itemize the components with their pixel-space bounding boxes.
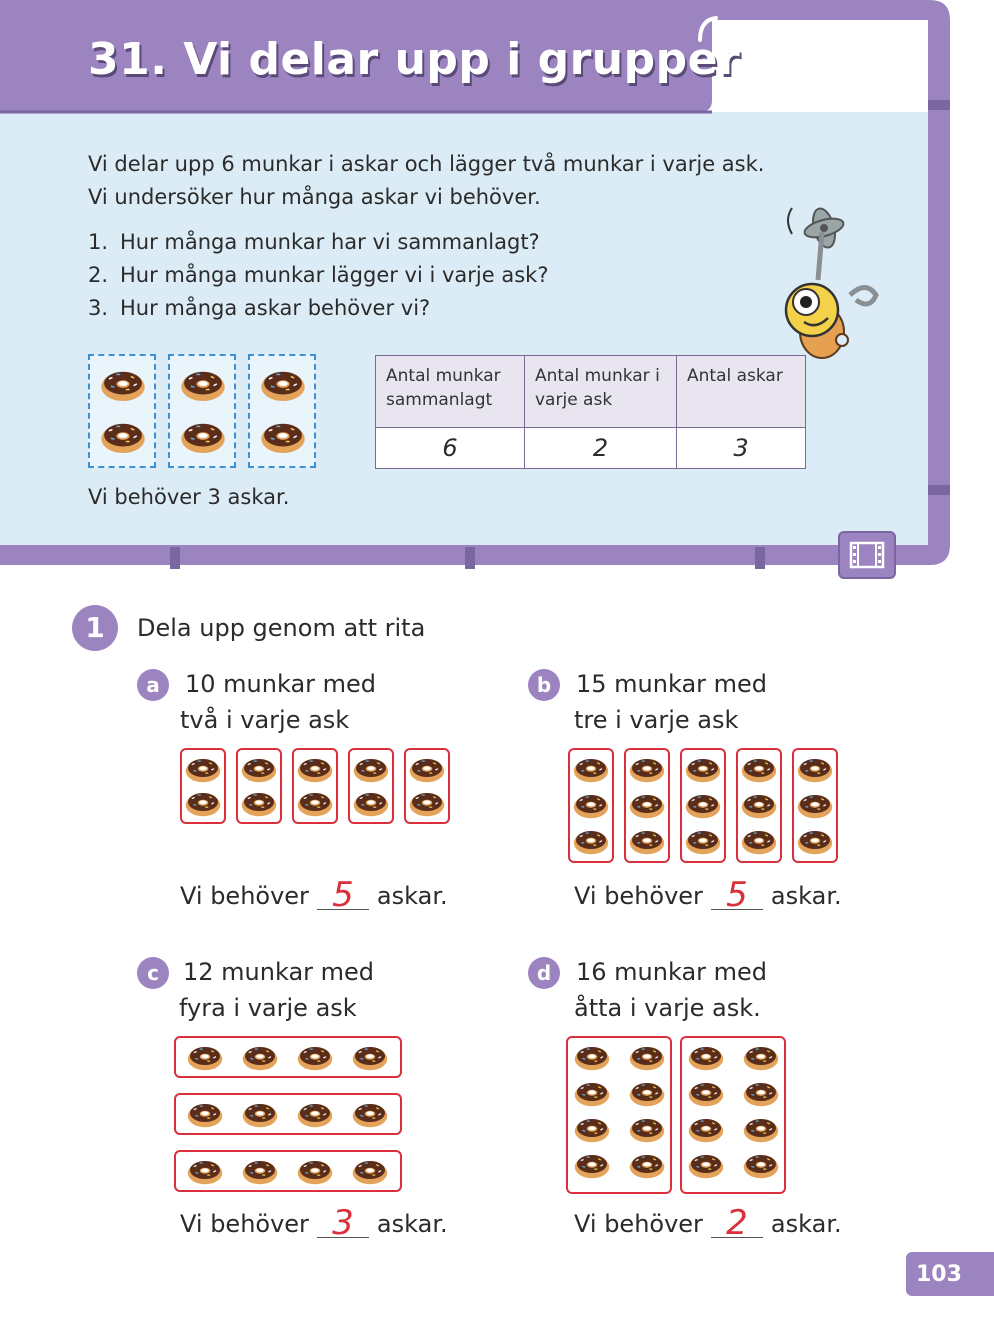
- donut-icon: [796, 792, 834, 819]
- part-b-answer-line: Vi behöver 5 askar.: [574, 875, 842, 915]
- table-cell: 2: [525, 428, 677, 469]
- donut-icon: [742, 1116, 780, 1143]
- donut-icon: [351, 1101, 389, 1128]
- donut-icon: [687, 1080, 725, 1107]
- donut-box: [404, 748, 450, 824]
- part-badge-c: c: [137, 957, 169, 989]
- answer-value: 5: [332, 875, 354, 915]
- donut-box: [174, 1150, 402, 1192]
- answer-blank[interactable]: [711, 1203, 763, 1243]
- donut-icon: [572, 756, 610, 783]
- intro-line-2: Vi undersöker hur många askar vi behöver.: [88, 185, 541, 209]
- answer-value: 5: [726, 875, 748, 915]
- donut-icon: [628, 756, 666, 783]
- donut-box: [680, 1036, 786, 1194]
- donut-icon: [740, 828, 778, 855]
- donut-icon: [99, 368, 147, 402]
- donut-icon: [796, 756, 834, 783]
- donut-icon: [352, 790, 390, 817]
- donut-icon: [684, 828, 722, 855]
- donut-icon: [186, 1101, 224, 1128]
- donut-box: [736, 748, 782, 863]
- donut-icon: [687, 1116, 725, 1143]
- donut-icon: [573, 1044, 611, 1071]
- donut-icon: [628, 1116, 666, 1143]
- donut-icon: [572, 792, 610, 819]
- donut-icon: [241, 1044, 279, 1071]
- donut-icon: [573, 1116, 611, 1143]
- donut-icon: [573, 1080, 611, 1107]
- donut-icon: [259, 368, 307, 402]
- donut-icon: [351, 1044, 389, 1071]
- part-c-line-1: 12 munkar med: [183, 958, 375, 986]
- donut-box: [566, 1036, 672, 1194]
- part-b-line-2: tre i varje ask: [574, 706, 739, 734]
- demo-box: [168, 354, 236, 468]
- donut-icon: [296, 1101, 334, 1128]
- demo-box: [88, 354, 156, 468]
- donut-icon: [742, 1080, 780, 1107]
- donut-icon: [184, 756, 222, 783]
- part-badge-b: b: [528, 669, 560, 701]
- donut-icon: [687, 1152, 725, 1179]
- answer-value: 2: [726, 1203, 748, 1243]
- table-cell: 6: [376, 428, 525, 469]
- table-cell: 3: [677, 428, 806, 469]
- donut-icon: [296, 1044, 334, 1071]
- answer-blank[interactable]: [711, 875, 763, 915]
- info-table: [375, 355, 806, 469]
- donut-icon: [186, 1044, 224, 1071]
- donut-box: [792, 748, 838, 863]
- part-badge-d: d: [528, 957, 560, 989]
- donut-icon: [742, 1152, 780, 1179]
- donut-icon: [742, 1044, 780, 1071]
- donut-icon: [628, 1044, 666, 1071]
- exercise-instruction: Dela upp genom att rita: [137, 614, 426, 642]
- part-b-line-1: 15 munkar med: [576, 670, 768, 698]
- donut-icon: [240, 756, 278, 783]
- donut-icon: [740, 756, 778, 783]
- donut-icon: [628, 1152, 666, 1179]
- donut-icon: [99, 420, 147, 454]
- donut-box: [292, 748, 338, 824]
- question-item: 2. Hur många munkar lägger vi i varje ask?: [88, 263, 549, 287]
- part-d-line-1: 16 munkar med: [576, 958, 768, 986]
- intro-frame: [0, 0, 950, 565]
- intro-answer: Vi behöver 3 askar.: [88, 485, 290, 509]
- donut-icon: [296, 1158, 334, 1185]
- exercise-number: 1: [72, 605, 118, 651]
- table-header: Antal munkar sammanlagt: [376, 356, 525, 428]
- page-title: 31. Vi delar upp i grupper: [88, 34, 741, 85]
- donut-icon: [296, 756, 334, 783]
- donut-box: [174, 1036, 402, 1078]
- demo-box: [248, 354, 316, 468]
- donut-icon: [351, 1158, 389, 1185]
- donut-icon: [628, 792, 666, 819]
- donut-box: [180, 748, 226, 824]
- donut-icon: [259, 420, 307, 454]
- part-badge-a: a: [137, 669, 169, 701]
- donut-box: [624, 748, 670, 863]
- donut-box: [348, 748, 394, 824]
- donut-icon: [179, 420, 227, 454]
- donut-icon: [240, 790, 278, 817]
- table-header: Antal askar: [677, 356, 806, 428]
- part-c-answer-line: Vi behöver 3 askar.: [180, 1203, 448, 1243]
- table-header: Antal munkar i varje ask: [525, 356, 677, 428]
- donut-box: [680, 748, 726, 863]
- part-c-line-2: fyra i varje ask: [179, 994, 357, 1022]
- part-d-answer-line: Vi behöver 2 askar.: [574, 1203, 842, 1243]
- intro-line-1: Vi delar upp 6 munkar i askar och lägger två munkar i varje ask.: [88, 152, 765, 176]
- donut-icon: [179, 368, 227, 402]
- donut-box: [236, 748, 282, 824]
- donut-icon: [684, 756, 722, 783]
- donut-icon: [740, 792, 778, 819]
- answer-blank[interactable]: [317, 1203, 369, 1243]
- part-d-line-2: åtta i varje ask.: [574, 994, 761, 1022]
- donut-icon: [296, 790, 334, 817]
- donut-icon: [628, 828, 666, 855]
- page-number: 103: [916, 1262, 962, 1287]
- film-icon: [840, 533, 894, 577]
- donut-icon: [408, 790, 446, 817]
- answer-blank[interactable]: [317, 875, 369, 915]
- donut-icon: [628, 1080, 666, 1107]
- question-item: 3. Hur många askar behöver vi?: [88, 296, 431, 320]
- donut-icon: [184, 790, 222, 817]
- donut-box: [568, 748, 614, 863]
- donut-icon: [241, 1101, 279, 1128]
- donut-box: [174, 1093, 402, 1135]
- part-a-answer-line: Vi behöver 5 askar.: [180, 875, 448, 915]
- donut-icon: [573, 1152, 611, 1179]
- donut-icon: [572, 828, 610, 855]
- question-item: 1. Hur många munkar har vi sammanlagt?: [88, 230, 540, 254]
- question-list: [88, 228, 548, 327]
- film-button[interactable]: [838, 531, 896, 579]
- answer-value: 3: [332, 1203, 354, 1243]
- donut-icon: [684, 792, 722, 819]
- part-a-line-1: 10 munkar med: [185, 670, 377, 698]
- part-a-line-2: två i varje ask: [180, 706, 350, 734]
- donut-icon: [796, 828, 834, 855]
- donut-icon: [241, 1158, 279, 1185]
- donut-icon: [408, 756, 446, 783]
- donut-icon: [352, 756, 390, 783]
- donut-icon: [186, 1158, 224, 1185]
- donut-icon: [687, 1044, 725, 1071]
